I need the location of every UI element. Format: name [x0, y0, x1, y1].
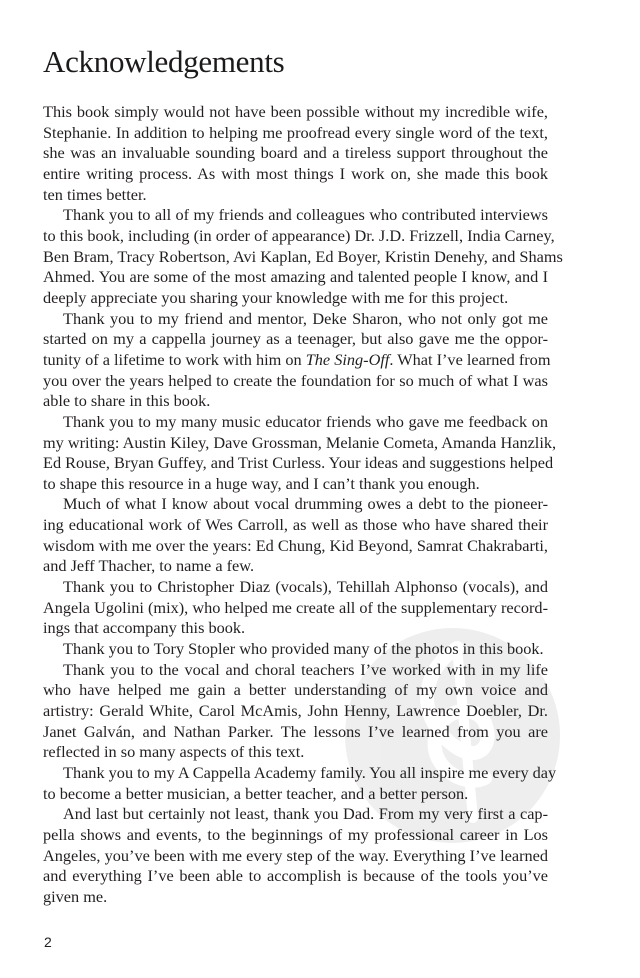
paragraph: [43, 577, 548, 639]
paragraph: [43, 411, 557, 495]
paragraph: [43, 804, 548, 907]
text-line: Ben Bram, Tracy Robertson, Avi Kaplan, Ed Boyer, Kristin Denehy, and Shams: [43, 246, 563, 266]
text-line: Much of what I know about vocal drumming owes a debt to the pioneer-: [63, 494, 548, 514]
text-line: entire writing process. As with most things I work on, she made this book: [43, 163, 548, 183]
text-segment: tunity of a lifetime to work with him on: [43, 349, 306, 369]
paragraph: [43, 494, 548, 577]
text-segment: . What I’ve learned from: [389, 349, 551, 369]
text-line: and Jeff Thacher, to name a few.: [43, 556, 255, 576]
body-text: [43, 102, 563, 908]
text-line: Stephanie. In addition to helping me proofread every single word of the text,: [43, 122, 548, 142]
text-line: Thank you to Christopher Diaz (vocals), Tehillah Alphonso (vocals), and: [63, 577, 548, 597]
text-line: who have helped me gain a better understanding of my own voice and: [43, 680, 548, 700]
text-line: my writing: Austin Kiley, Dave Grossman, Melanie Cometa, Amanda Hanzlik,: [43, 432, 557, 452]
text-line: artistry: Gerald White, Carol McAmis, John Henny, Lawrence Doebler, Dr.: [43, 701, 548, 721]
paragraph: [43, 660, 548, 763]
text-line: she was an invaluable sounding board and a tireless support throughout the: [43, 143, 548, 163]
text-line: This book simply would not have been possible without my incredible wife,: [43, 102, 548, 121]
paragraph: [43, 763, 557, 804]
text-line: Thank you to my many music educator friends who gave me feedback on: [63, 411, 548, 431]
text-line: [43, 349, 551, 371]
paragraph: [43, 308, 551, 412]
text-line: Angeles, you’ve been with me every step of the way. Everything I’ve learned: [43, 845, 548, 865]
text-line: ing educational work of Wes Carroll, as well as those who have shared their: [43, 515, 548, 535]
text-line: Thank you to my friend and mentor, Deke Sharon, who not only got me: [63, 308, 548, 328]
paragraph: [43, 639, 548, 660]
text-line: And last but certainly not least, thank you Dad. From my very first a cap-: [63, 804, 548, 824]
text-line: Angela Ugolini (mix), who helped me create all of the supplementary record-: [43, 597, 548, 617]
text-line: Ahmed. You are some of the most amazing and talented people I know, and I: [43, 267, 548, 287]
text-line: to this book, including (in order of appearance) Dr. J.D. Frizzell, India Carney,: [43, 225, 555, 245]
page-number: 2: [44, 934, 52, 950]
paragraph: [43, 102, 548, 205]
text-line: to shape this resource in a huge way, and I can’t thank you enough.: [43, 473, 480, 493]
text-line: Thank you to the vocal and choral teachers I’ve worked with in my life: [63, 659, 548, 679]
text-line: Janet Galván, and Nathan Parker. The lessons I’ve learned from you are: [43, 721, 548, 741]
text-line: Thank you to my A Cappella Academy family. You all inspire me every day: [63, 763, 557, 782]
page-title: Acknowledgements: [43, 44, 285, 79]
text-line: pella shows and events, to the beginnings of my professional career in Los: [43, 824, 548, 844]
text-line: started on my a cappella journey as a teenager, but also gave me the oppor-: [43, 329, 548, 349]
text-line: ings that accompany this book.: [43, 618, 246, 638]
text-line: ten times better.: [43, 184, 147, 204]
text-line: able to share in this book.: [43, 391, 211, 411]
text-line: to become a better musician, a better teacher, and a better person.: [43, 783, 469, 803]
book-title-italic: The Sing-Off: [305, 349, 390, 369]
text-line: reflected in so many aspects of this text.: [43, 742, 305, 762]
text-line: deeply appreciate you sharing your knowledge with me for this project.: [43, 287, 509, 307]
text-line: given me.: [43, 886, 108, 906]
paragraph: [43, 205, 563, 308]
text-line: wisdom with me over the years: Ed Chung, Kid Beyond, Samrat Chakrabarti,: [43, 535, 548, 555]
text-line: and everything I’ve been able to accomplish is because of the tools you’ve: [43, 866, 548, 886]
text-line: Thank you to Tory Stopler who provided many of the photos in this book.: [63, 639, 544, 659]
text-line: you over the years helped to create the foundation for so much of what I was: [43, 370, 548, 390]
text-line: Ed Rouse, Bryan Guffey, and Trist Curless. Your ideas and suggestions helped: [43, 453, 554, 473]
text-line: Thank you to all of my friends and colleagues who contributed interviews: [63, 205, 548, 225]
